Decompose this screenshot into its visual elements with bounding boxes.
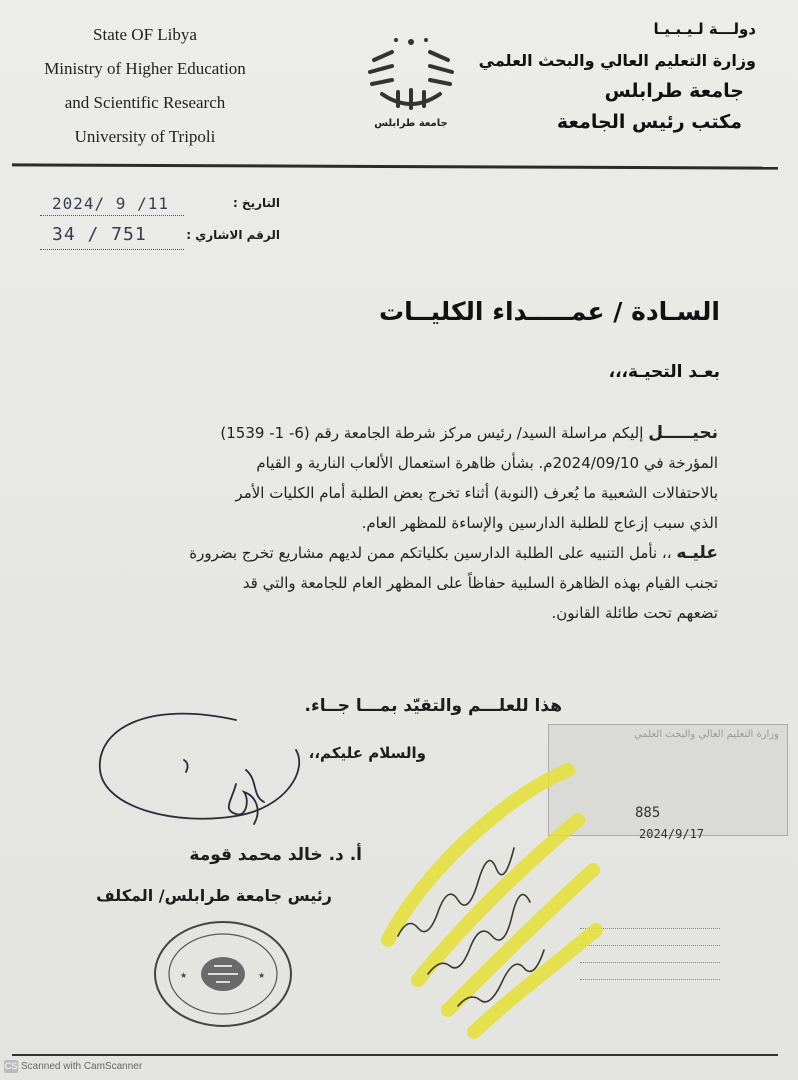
body-line: عليـه ،، نأمل التنبيه على الطلبة الدارسين بكلياتكم ممن لديهم مشاريع تخرج بضرورة — [189, 543, 718, 563]
signatory-title: رئيس جامعة طرابلس/ المكلف — [96, 886, 332, 905]
closing-line: هذا للعلـــم والتقيّد بمـــا جــاء. — [304, 696, 562, 716]
camscanner-icon: CS — [4, 1061, 18, 1071]
university-logo — [352, 30, 470, 134]
addressee: السـادة / عمـــــداء الكليــات — [378, 297, 720, 326]
reference-value: 34 / 751 — [52, 224, 147, 245]
date-field — [40, 196, 280, 218]
lead-word-2: عليـه — [676, 543, 718, 563]
letterhead-ar-university: جامعة طرابلس — [604, 80, 744, 102]
greeting: بعـد التحيـة،،، — [608, 362, 720, 382]
body-line: المؤرخة في 2024/09/10م. بشأن ظاهرة استعمال الألعاب النارية و القيام — [256, 454, 718, 472]
body-line: تضعهم تحت طائلة القانون. — [551, 604, 718, 622]
footer-divider — [12, 1054, 778, 1056]
body-line: تجنب القيام بهذه الظاهرة السلبية حفاظاً على المظهر العام للجامعة والتي قد — [242, 574, 718, 592]
date-label: التاريخ : — [232, 196, 280, 210]
letter-body — [68, 418, 718, 628]
letterhead-line-research: and Scientific Research — [64, 93, 226, 112]
svg-text:★: ★ — [258, 971, 266, 980]
scanner-text: Scanned with CamScanner — [21, 1061, 143, 1072]
handwritten-annotation-highlight — [378, 760, 608, 1040]
body-line: بالاحتفالات الشعبية ما يُعرف (النوبة) أثناء تخرج بعض الطلبة أمام الكليات الأمر — [235, 484, 718, 502]
lead-word: نحيـــــل — [648, 423, 718, 443]
svg-text:جامعة طرابلس: جامعة طرابلس — [374, 118, 448, 129]
body-line: نحيـــــل إليكم مراسلة السيد/ رئيس مركز شرطة الجامعة رقم (6- 1- 1539) — [220, 423, 718, 443]
reference-field — [40, 224, 280, 252]
official-seal — [150, 918, 296, 1030]
receipt-date: 2024/9/17 — [639, 827, 705, 841]
svg-text:★: ★ — [180, 971, 188, 980]
letterhead-ar-state: دولـــة لـيـبـيـا — [653, 20, 756, 38]
receipt-number: 885 — [635, 805, 661, 821]
letterhead-ar-ministry: وزارة التعليم العالي والبحث العلمي — [478, 51, 756, 70]
header-divider — [12, 163, 778, 169]
letterhead-line-state: State OF Libya — [93, 25, 197, 44]
receipt-stamp-title: وزارة التعليم العالي والبحث العلمي — [634, 729, 779, 740]
handwritten-signature — [86, 700, 326, 840]
date-value: 2024/ 9 /11 — [52, 194, 169, 213]
scanner-watermark — [4, 1060, 142, 1073]
salutation: والسلام عليكم،، — [308, 744, 426, 762]
english-letterhead — [14, 18, 276, 154]
body-line: الذي سبب إزعاج للطلبة الدارسين والإساءة للمظهر العام. — [361, 514, 718, 532]
reference-label: الرقم الاشاري : — [186, 228, 280, 242]
letterhead-line-ministry: Ministry of Higher Education — [44, 59, 246, 78]
arabic-letterhead — [478, 14, 756, 138]
letterhead-ar-office: مكتب رئيس الجامعة — [556, 111, 742, 133]
signatory-name: أ. د. خالد محمد قومة — [189, 845, 362, 865]
letterhead-line-university: University of Tripoli — [74, 127, 216, 146]
